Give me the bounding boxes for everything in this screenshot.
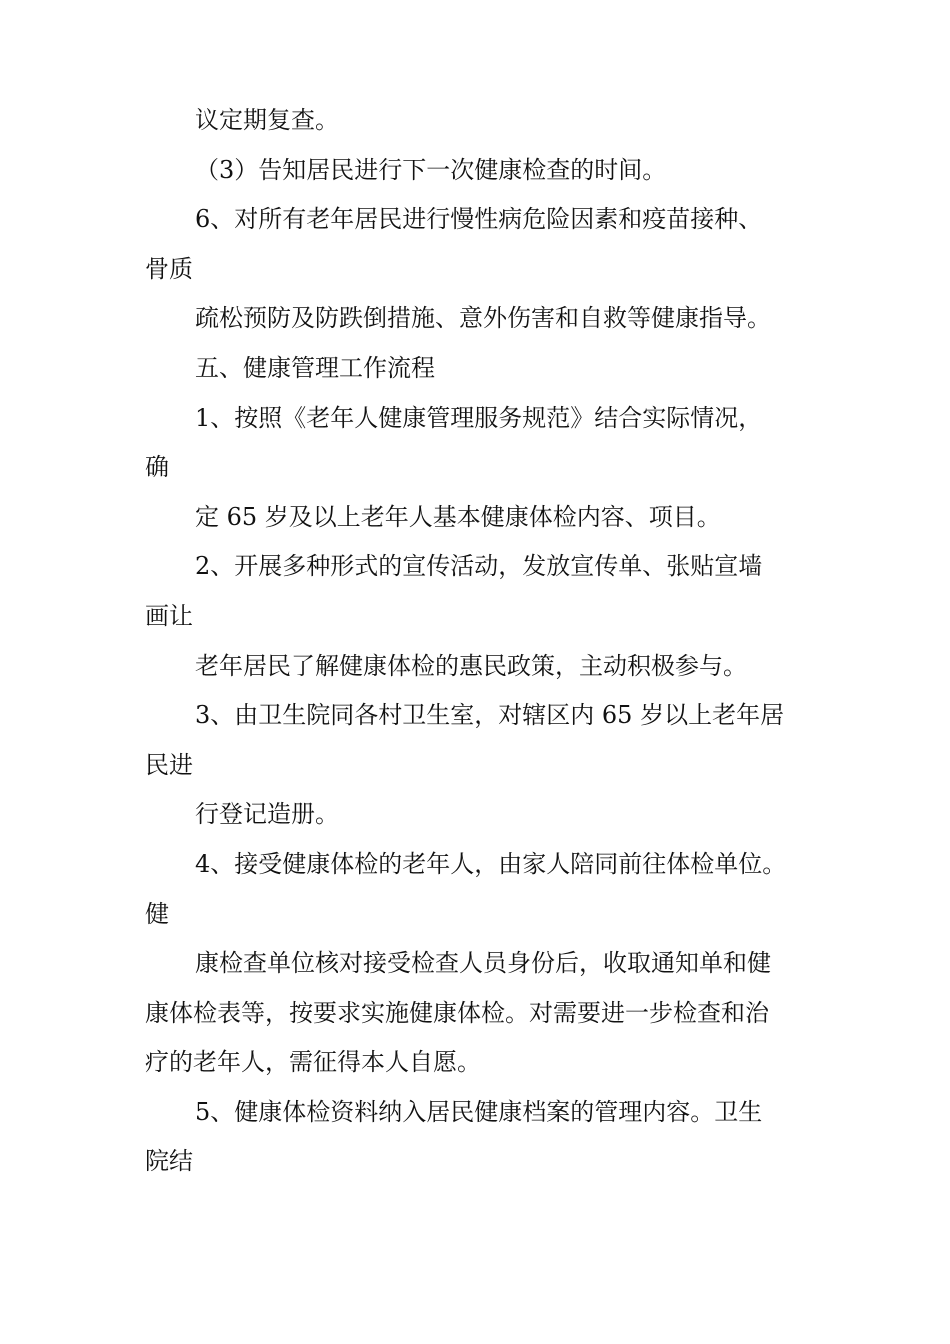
text-line: 4、接受健康体检的老年人，由家人陪同前往体检单位。 bbox=[195, 849, 787, 878]
text-line: 康检查单位核对接受检查人员身份后，收取通知单和健 bbox=[195, 949, 771, 978]
text-line: 2、开展多种形式的宣传活动，发放宣传单、张贴宣墙 bbox=[195, 552, 763, 581]
text-line: 3、由卫生院同各村卫生室，对辖区内 65 岁以上老年居 bbox=[195, 701, 785, 730]
text-line: 康体检表等，按要求实施健康体检。对需要进一步检查和治 bbox=[145, 998, 769, 1027]
text-line: 疗的老年人，需征得本人自愿。 bbox=[145, 1048, 481, 1077]
text-line: 骨质 bbox=[145, 254, 193, 283]
text-line: 画让 bbox=[145, 601, 193, 630]
text-line: 疏松预防及防跌倒措施、意外伤害和自救等健康指导。 bbox=[195, 304, 771, 333]
text-line: 确 bbox=[145, 453, 169, 482]
text-line: 1、按照《老年人健康管理服务规范》结合实际情况， bbox=[195, 403, 763, 432]
text-line: 老年居民了解健康体检的惠民政策，主动积极参与。 bbox=[195, 651, 747, 680]
text-line: 健 bbox=[145, 899, 169, 928]
text-line: 定 65 岁及以上老年人基本健康体检内容、项目。 bbox=[195, 502, 721, 531]
text-line: 5、健康体检资料纳入居民健康档案的管理内容。卫生 bbox=[195, 1097, 763, 1126]
section-heading: 五、健康管理工作流程 bbox=[195, 353, 435, 382]
document-body bbox=[145, 96, 825, 1187]
text-line: 议定期复查。 bbox=[195, 106, 339, 134]
text-line: 民进 bbox=[145, 750, 193, 779]
text-line: 6、对所有老年居民进行慢性病危险因素和疫苗接种、 bbox=[195, 205, 763, 234]
text-line: 行登记造册。 bbox=[195, 800, 339, 829]
text-line: 院结 bbox=[145, 1147, 193, 1176]
text-line: （3）告知居民进行下一次健康检查的时间。 bbox=[195, 155, 667, 184]
